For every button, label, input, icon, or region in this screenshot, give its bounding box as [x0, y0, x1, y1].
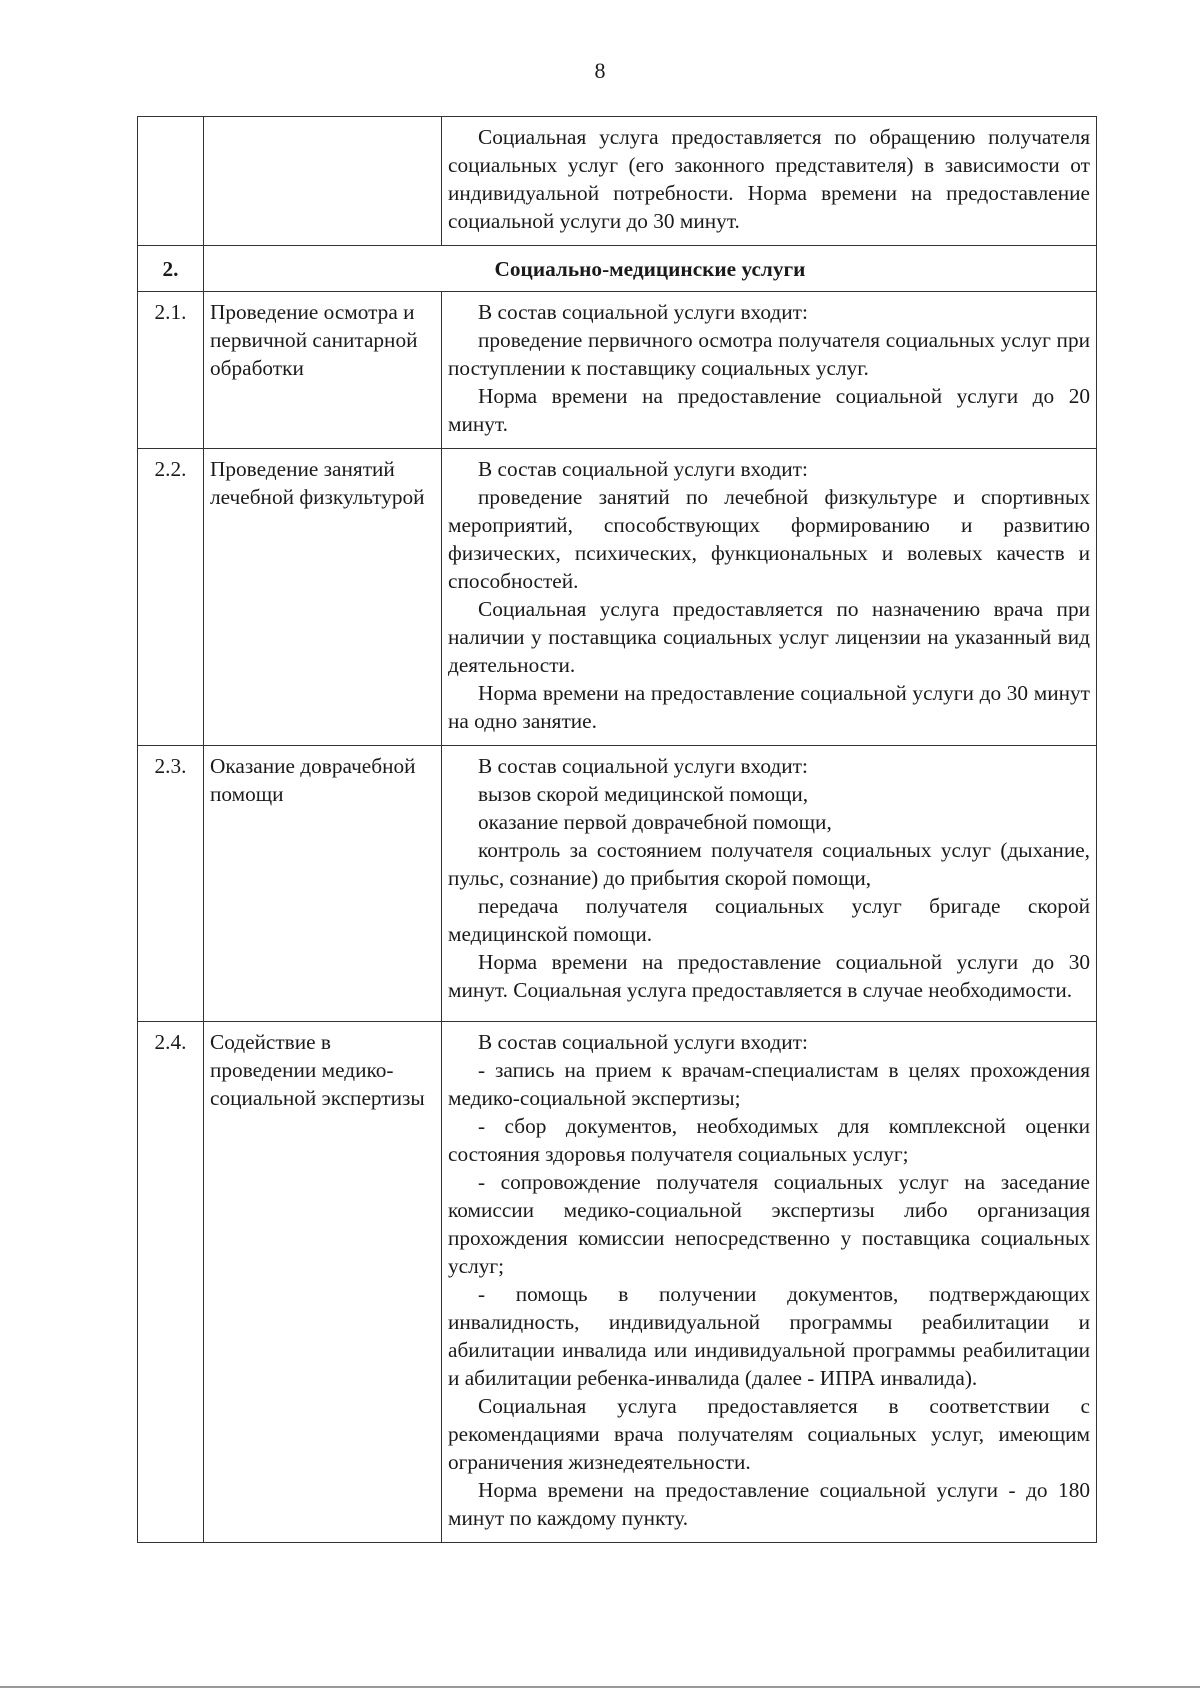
table-row — [138, 449, 1097, 746]
service-description — [442, 449, 1097, 746]
description-paragraph: контроль за состоянием получателя социальных услуг (дыхание, пульс, сознание) до прибытия скорой помощи, — [448, 838, 1090, 890]
service-name-cell — [204, 117, 442, 246]
description-paragraph: Норма времени на предоставление социальной услуги до 20 минут. — [448, 384, 1090, 436]
description-paragraph: проведение занятий по лечебной физкультуре и спортивных мероприятий, способствующих формированию и развитию физических, психических, функциональных и волевых качеств и способностей. — [448, 485, 1090, 593]
service-description — [442, 292, 1097, 449]
row-number-cell — [138, 117, 204, 246]
service-description — [442, 746, 1097, 1022]
service-name: Проведение осмотра и первичной санитарной обработки — [204, 292, 442, 449]
description-paragraph: Норма времени на предоставление социальной услуги до 30 минут. Социальная услуга предоставляется в случае необходимости. — [448, 950, 1090, 1002]
table-row — [138, 292, 1097, 449]
service-description-cell — [442, 117, 1097, 246]
description-paragraph: Социальная услуга предоставляется в соответствии с рекомендациями врача получателям социальных услуг, имеющим ограничения жизнедеятельности. — [448, 1394, 1090, 1474]
description-paragraph: Социальная услуга предоставляется по назначению врача при наличии у поставщика социальных услуг лицензии на указанный вид деятельности. — [448, 597, 1090, 677]
description-paragraph: В состав социальной услуги входит: — [478, 457, 808, 481]
service-name: Содействие в проведении медико-социальной экспертизы — [204, 1022, 442, 1543]
scan-edge-line — [0, 1686, 1200, 1688]
row-number: 2.3. — [138, 746, 204, 1022]
service-name: Проведение занятий лечебной физкультурой — [204, 449, 442, 746]
services-table — [137, 116, 1097, 1543]
description-paragraph: - сопровождение получателя социальных услуг на заседание комиссии медико-социальной экспертизы либо организация прохождения комиссии непосредственно у поставщика социальных услуг; — [448, 1170, 1090, 1278]
description-paragraph: Норма времени на предоставление социальной услуги - до 180 минут по каждому пункту. — [448, 1478, 1090, 1530]
description-paragraph: оказание первой доврачебной помощи, — [478, 810, 832, 834]
row-number: 2.1. — [138, 292, 204, 449]
description-paragraph: проведение первичного осмотра получателя социальных услуг при поступлении к поставщику социальных услуг. — [448, 328, 1090, 380]
section-number: 2. — [138, 246, 204, 292]
table-row — [138, 746, 1097, 1022]
service-description — [442, 1022, 1097, 1543]
service-name: Оказание доврачебной помощи — [204, 746, 442, 1022]
row-number: 2.4. — [138, 1022, 204, 1543]
table-row — [138, 1022, 1097, 1543]
row-number: 2.2. — [138, 449, 204, 746]
description-paragraph: В состав социальной услуги входит: — [478, 1030, 808, 1054]
description-paragraph: Социальная услуга предоставляется по обращению получателя социальных услуг (его законного представителя) в зависимости от индивидуальной потребности. Норма времени на предоставление социальной услуги до 30 минут. — [448, 125, 1090, 233]
page-number: 8 — [594, 58, 606, 83]
description-paragraph: В состав социальной услуги входит: — [478, 754, 808, 778]
description-paragraph: - запись на прием к врачам-специалистам в целях прохождения медико-социальной экспертизы; — [448, 1058, 1090, 1110]
description-paragraph: - сбор документов, необходимых для комплексной оценки состояния здоровья получателя социальных услуг; — [448, 1114, 1090, 1166]
description-paragraph: В состав социальной услуги входит: — [478, 300, 808, 324]
description-paragraph: передача получателя социальных услуг бригаде скорой медицинской помощи. — [448, 894, 1090, 946]
section-header-row — [138, 246, 1097, 292]
section-title: Социально-медицинские услуги — [204, 246, 1097, 292]
description-paragraph: - помощь в получении документов, подтверждающих инвалидность, индивидуальной программы реабилитации и абилитации инвалида или индивидуальной программы реабилитации и абилитации ребенка-инвалида (далее - ИПРА инвалида). — [448, 1282, 1090, 1390]
table-row-continuation — [138, 117, 1097, 246]
description-paragraph: Норма времени на предоставление социальной услуги до 30 минут на одно занятие. — [448, 681, 1090, 733]
description-paragraph: вызов скорой медицинской помощи, — [478, 782, 809, 806]
